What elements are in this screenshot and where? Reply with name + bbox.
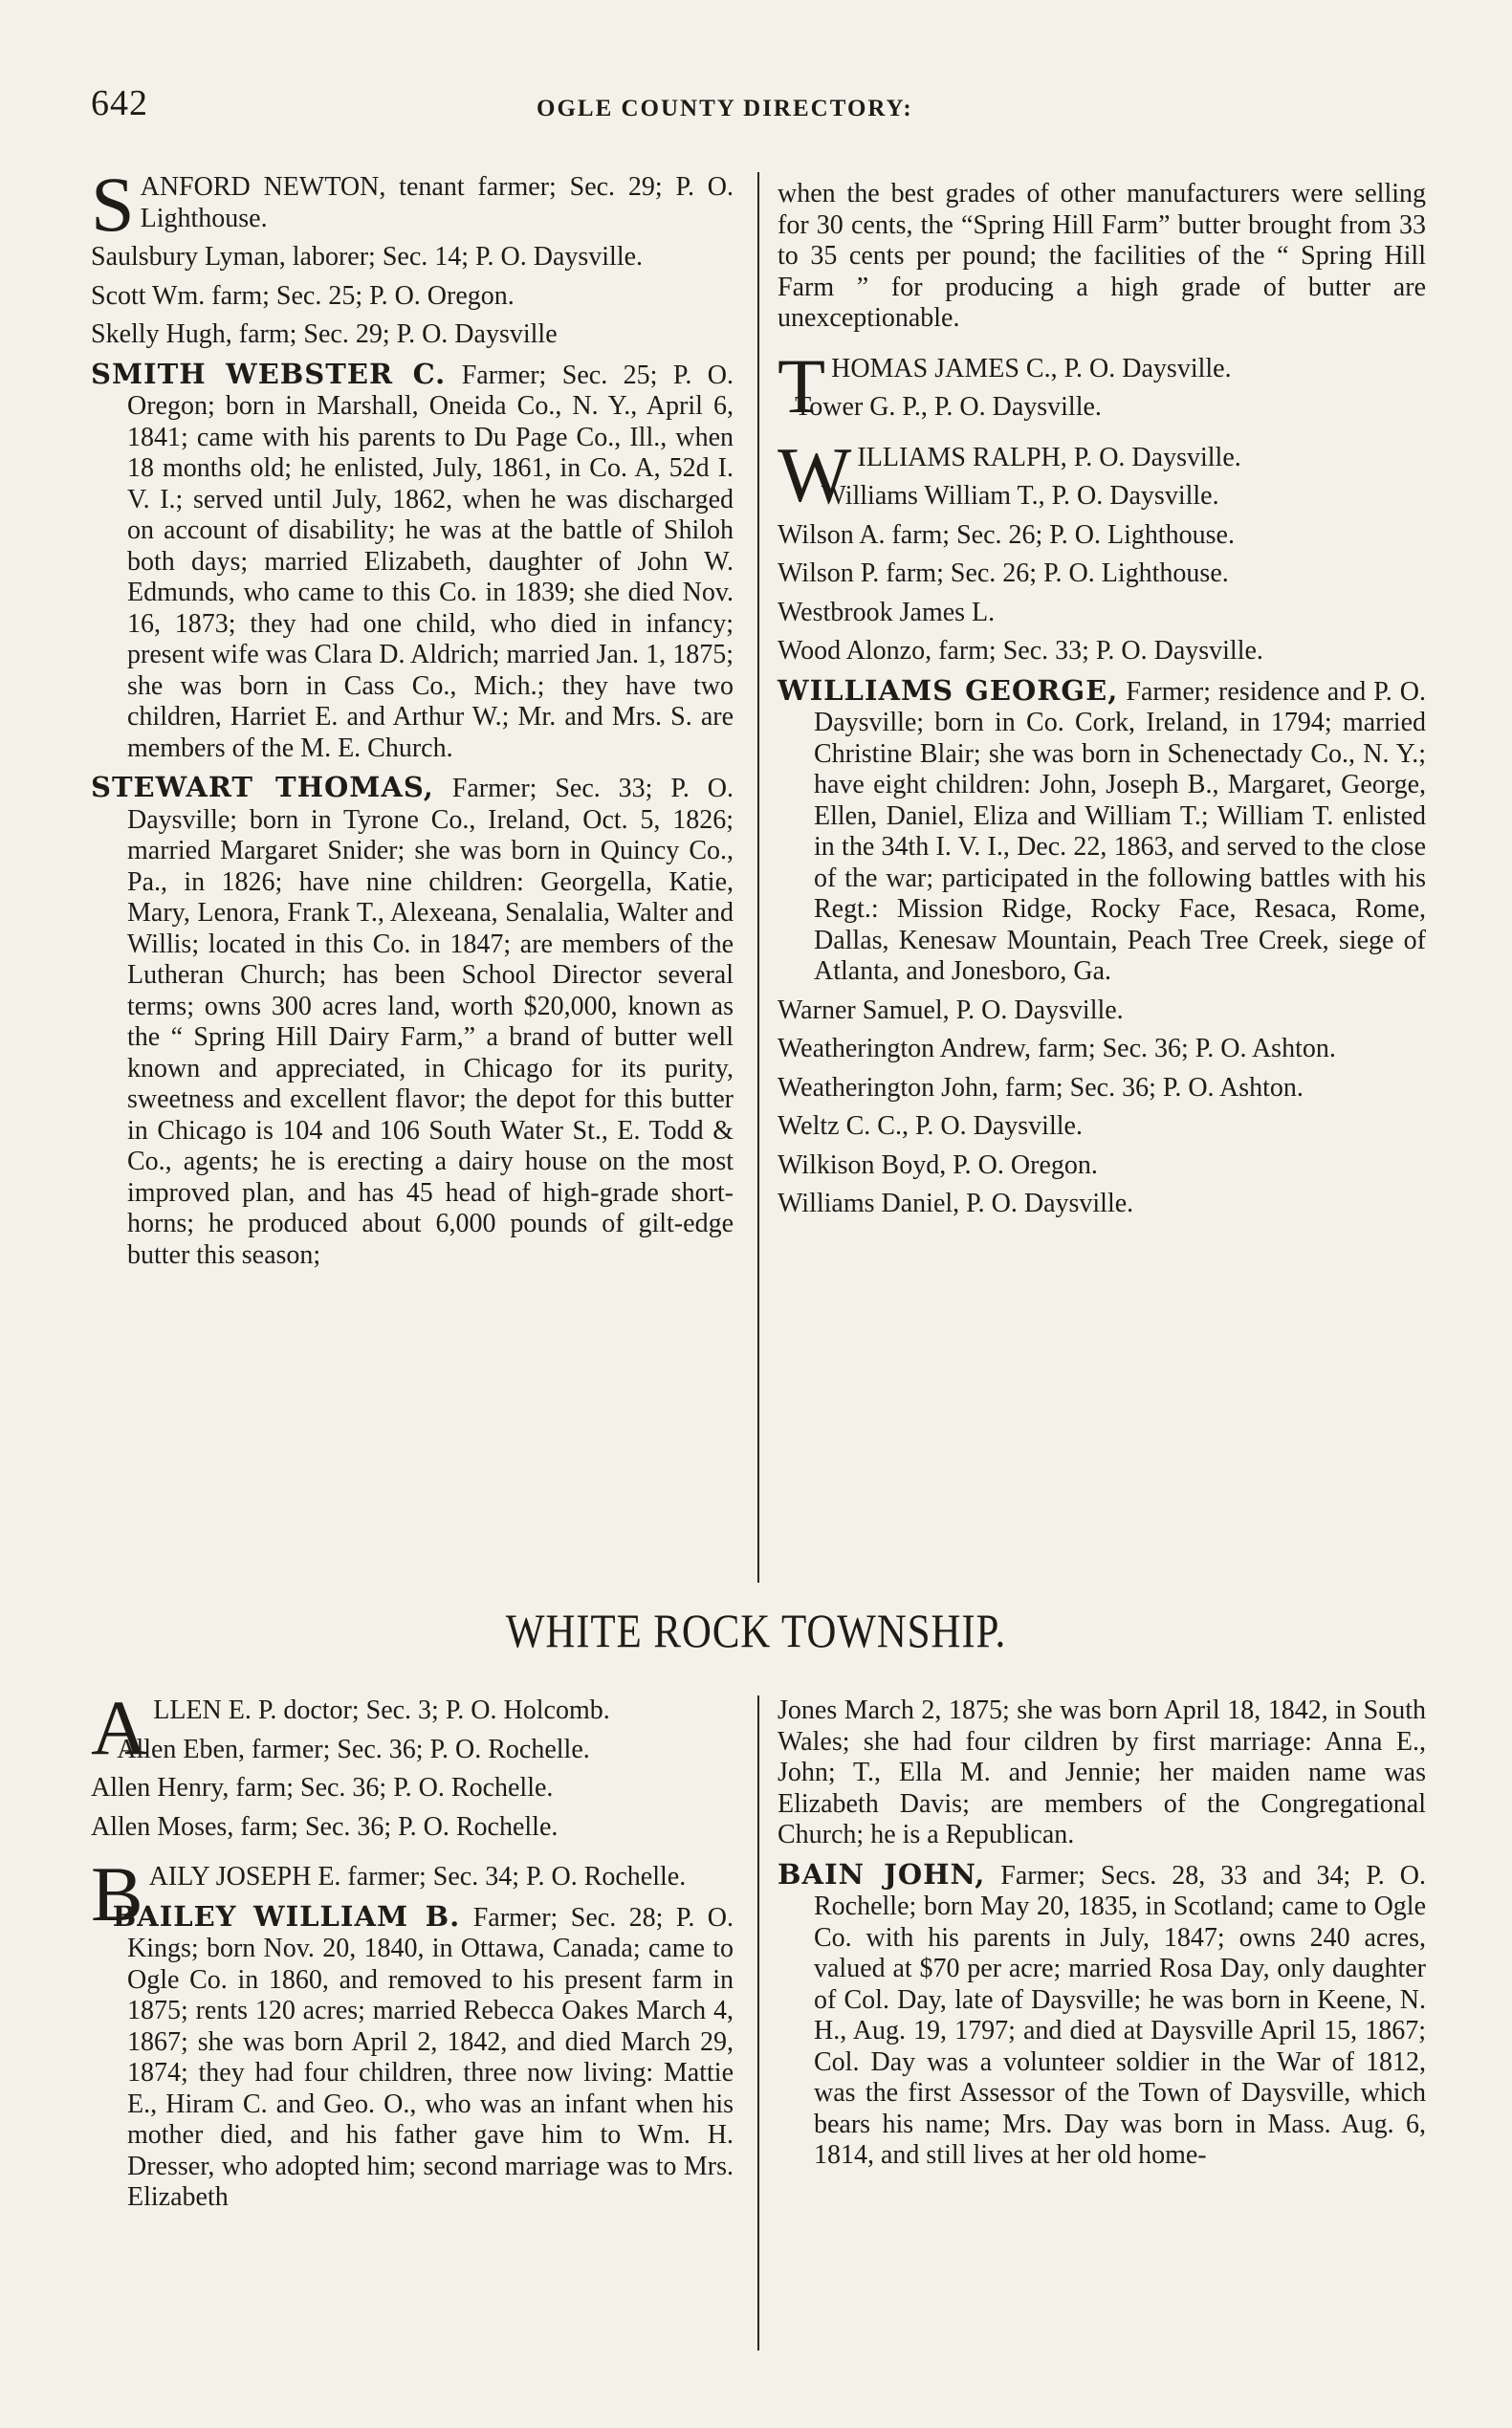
directory-entry: [778, 1150, 1426, 1182]
entry-text: Warner Samuel, P. O. Daysville.: [778, 995, 1124, 1025]
directory-entry: [778, 1034, 1426, 1065]
directory-entry: [91, 161, 734, 248]
entry-text: Farmer; Sec. 28; P. O. Kings; born Nov. 20, 1840, in Ottawa, Canada; came to Ogle Co. in 1860, and removed to his present farm in 1875; rents 120 acres; married Rebecca Oakes March 4, 1867; she was born April 2, 1842, and died March 29, 1874; they had four children, three now living: Mattie E., Hiram C. and Geo. O., who was an infant when his mother died, and his father gave him to Wm. H. Dresser, who adopted him; second marriage was to Mrs. Elizabeth: [127, 1902, 734, 2212]
directory-entry: [778, 1073, 1426, 1105]
entry-name: STEWART THOMAS,: [91, 771, 434, 803]
entry-text: HOMAS JAMES C., P. O. Daysville.: [831, 353, 1232, 383]
entry-text: Weatherington John, farm; Sec. 36; P. O. Ashton.: [778, 1072, 1304, 1103]
entry-text: Wilson A. farm; Sec. 26; P. O. Lighthouse.: [778, 519, 1235, 550]
directory-entry: [778, 481, 1426, 513]
directory-entry: [778, 636, 1426, 667]
directory-entry: [91, 242, 734, 273]
directory-entry: [91, 772, 734, 1271]
entry-text: ILLIAMS RALPH, P. O. Daysville.: [857, 442, 1241, 472]
directory-entry: [778, 558, 1426, 590]
entry-text: LLEN E. P. doctor; Sec. 3; P. O. Holcomb.: [153, 1695, 610, 1725]
directory-entry: [778, 675, 1426, 988]
entry-text: Allen Henry, farm; Sec. 36; P. O. Rochelle.: [91, 1773, 554, 1803]
page-number: 642: [91, 83, 148, 123]
directory-entry: [778, 1859, 1426, 2172]
bottom-left-column: [91, 1684, 734, 2221]
entry-text: Saulsbury Lyman, laborer; Sec. 14; P. O. Daysville.: [91, 242, 644, 272]
directory-entry: [91, 1812, 734, 1844]
section-title: WHITE ROCK TOWNSHIP.: [505, 1604, 1007, 1657]
bottom-right-column: [778, 1695, 1426, 2179]
entry-text: Westbrook James L.: [778, 597, 996, 627]
column-divider-top: [757, 172, 759, 1583]
entry-text: Allen Moses, farm; Sec. 36; P. O. Rochelle.: [91, 1811, 559, 1842]
entry-text: Weatherington Andrew, farm; Sec. 36; P. O. Ashton.: [778, 1034, 1336, 1063]
drop-cap: T: [778, 341, 826, 429]
directory-entry: [778, 995, 1426, 1027]
running-title: OGLE COUNTY DIRECTORY:: [537, 96, 913, 121]
entry-text: AILY JOSEPH E. farmer; Sec. 34; P. O. Rochelle.: [148, 1862, 687, 1892]
entry-name: BAIN JOHN,: [778, 1857, 986, 1891]
directory-entry: [778, 1189, 1426, 1220]
entry-text: Farmer; residence and P. O. Daysville; born in Co. Cork, Ireland, in 1794; married Christine Blair; she was born in Schenectady Co., N. Y.; have eight children: John, Joseph B., Margaret, George, Ellen, Daniel, Eliza and William T.; William T. enlisted in the 34th I. V. I., Dec. 22, 1863, and served to the close of the war; participated in the following battles with his Regt.: Mission Ridge, Rocky Face, Resaca, Rome, Dallas, Kenesaw Mountain, Peach Tree Creek, siege of Atlanta, and Jonesboro, Ga.: [814, 676, 1426, 986]
directory-entry: [778, 392, 1426, 424]
drop-cap: W: [778, 430, 852, 518]
entry-text: Weltz C. C., P. O. Daysville.: [778, 1111, 1083, 1141]
directory-entry: [778, 1111, 1426, 1143]
directory-entry: [778, 598, 1426, 629]
entry-name: SMITH WEBSTER C.: [91, 357, 447, 390]
entry-text: Farmer; Sec. 33; P. O. Daysville; born in Tyrone Co., Ireland, Oct. 5, 1826; married Margaret Snider; she was born in Quincy Co., Pa., in 1826; have nine children: Georgella, Katie, Mary, Lenora, Frank T., Alexeana, Senalalia, Walter and Willis; located in this Co. in 1847; are members of the Lutheran Church; has been School Director several terms; owns 300 acres land, worth $20,000, known as the “ Spring Hill Dairy Farm,” a brand of butter well known and appreciated, in Chicago for its purity, sweetness and excellent flavor; the depot for this butter in Chicago is 104 and 106 South Water St., E. Todd & Co., agents; he is erecting a dairy house on the most improved plan, and has 45 head of high-grade short-horns; he produced about 6,000 pounds of gilt-edge butter this season;: [127, 774, 734, 1270]
directory-entry: [91, 1901, 734, 2214]
entry-text: Williams Daniel, P. O. Daysville.: [778, 1189, 1134, 1218]
directory-entry: [91, 1773, 734, 1805]
entry-text: Skelly Hugh, farm; Sec. 29; P. O. Daysville: [91, 319, 558, 349]
drop-cap: B: [91, 1850, 143, 1937]
drop-cap: A: [91, 1684, 148, 1771]
top-right-column: [778, 179, 1426, 1228]
entry-text: Farmer; Sec. 25; P. O. Oregon; born in Marshall, Oneida Co., N. Y., April 6, 1841; came with his parents to Du Page Co., Ill., when 18 months old; he enlisted, July, 1861, in Co. A, 52d I. V. I.; served until July, 1862, when he was discharged on account of disability; he was at the battle of Shiloh both days; married Elizabeth, daughter of John W. Edmunds, who came to this Co. in 1839; she died Nov. 16, 1873; they had one child, who died in infancy; present wife was Clara D. Aldrich; married Jan. 1, 1875; she was born in Cass Co., Mich.; they have two children, Harriet E. and Arthur W.; Mr. and Mrs. S. are members of the M. E. Church.: [127, 360, 734, 763]
directory-entry: [91, 281, 734, 313]
entry-text: when the best grades of other manufacturers were selling for 30 cents, the “Spring Hill Farm” butter brought from 33 to 35 cents per pound; the facilities of the “ Spring Hill Farm ” for producing a high grade of butter are unexceptionable.: [778, 179, 1426, 333]
entry-name: WILLIAMS GEORGE,: [778, 673, 1119, 707]
entry-text: Tower G. P., P. O. Daysville.: [795, 392, 1102, 422]
directory-entry: [91, 1735, 734, 1766]
entry-text: Scott Wm. farm; Sec. 25; P. O. Oregon.: [91, 280, 515, 311]
directory-entry: [778, 179, 1426, 335]
top-left-column: [91, 161, 734, 1279]
entry-text: Wilkison Boyd, P. O. Oregon.: [778, 1149, 1098, 1180]
column-divider-bottom: [757, 1695, 759, 2351]
directory-entry: [91, 319, 734, 351]
drop-cap: S: [91, 161, 135, 248]
directory-entry: [778, 520, 1426, 552]
entry-text: Allen Eben, farmer; Sec. 36; P. O. Rochelle.: [117, 1734, 590, 1764]
entry-text: Farmer; Secs. 28, 33 and 34; P. O. Rochelle; born May 20, 1835, in Scotland; came to Ogle Co. with his parents in July, 1847; owns 240 acres, valued at $70 per acre; married Rosa Day, only daughter of Col. Day, late of Daysville; he was born in Keene, N. H., Aug. 19, 1797; and died at Daysville April 15, 1867; Col. Day was a volunteer soldier in the War of 1812, was the first Assessor of the Town of Daysville, which bears his name; Mrs. Day was born in Mass. Aug. 6, 1814, and still lives at her old home-: [814, 1860, 1426, 2170]
directory-entry: [778, 1695, 1426, 1851]
entry-text: Williams William T., P. O. Daysville.: [821, 481, 1219, 511]
entry-name: BAILEY WILLIAM B.: [112, 1899, 461, 1933]
entry-text: Wilson P. farm; Sec. 26; P. O. Lighthouse.: [778, 558, 1229, 588]
directory-entry: [91, 359, 734, 765]
entry-text: Jones March 2, 1875; she was born April 18, 1842, in South Wales; she had four cildren by first marriage: Anna E., John; T., Ella M. and Jennie; her maiden name was Elizabeth Davis; are members of the Congregational Church; he is a Republican.: [778, 1695, 1426, 1849]
entry-text: Wood Alonzo, farm; Sec. 33; P. O. Daysville.: [778, 636, 1263, 666]
entry-text: ANFORD NEWTON, tenant farmer; Sec. 29; P. O. Lighthouse.: [140, 172, 734, 233]
